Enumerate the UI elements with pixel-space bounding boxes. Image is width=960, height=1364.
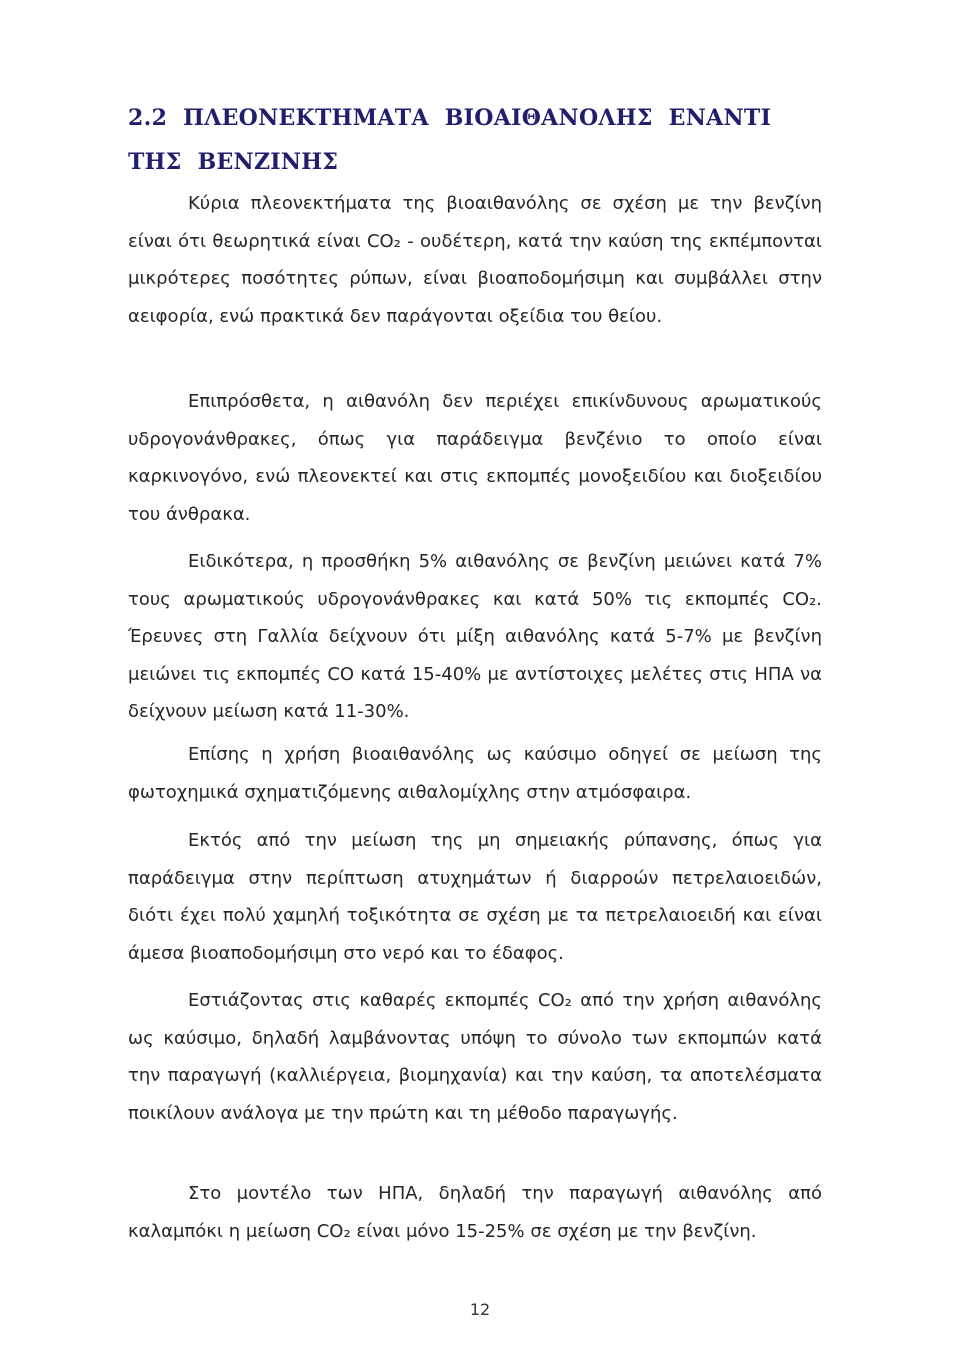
- paragraph-pollution: Εκτός από την μείωση της μη σημειακής ρύπανσης, όπως για παράδειγμα στην περίπτωση ατυχημάτων ή διαρροών πετρελαιοειδών, διότι έχει πολύ χαμηλή τοξικότητα σε σχέση με τα πετρελαιοειδή και είναι άμεσα βιοαποδομήσιμη στο νερό και το έδαφος.: [128, 830, 822, 964]
- paragraph-smog: Επίσης η χρήση βιοαιθανόλης ως καύσιμο οδηγεί σε μείωση της φωτοχημικά σχηματιζόμενης αιθαλομίχλης στην ατμόσφαιρα.: [128, 744, 822, 803]
- paragraph-net-emissions: Εστιάζοντας στις καθαρές εκπομπές CO₂ από την χρήση αιθανόλης ως καύσιμο, δηλαδή λαμβάνοντας υπόψη το σύνολο των εκπομπών κατά την παραγωγή (καλλιέργεια, βιομηχανία) και την καύση, τα αποτελέσματα ποικίλουν ανάλογα με την πρώτη και τη μέθοδο παραγωγής.: [128, 990, 822, 1124]
- paragraph-advantages: Κύρια πλεονεκτήματα της βιοαιθανόλης σε σχέση με την βενζίνη είναι ότι θεωρητικά είναι CO₂ - ουδέτερη, κατά την καύση της εκπέμπονται μικρότερες ποσότητες ρύπων, είναι βιοαποδομήσιμη και συμβάλλει στην αειφορία, ενώ πρακτικά δεν παράγονται οξείδια του θείου.: [128, 193, 822, 327]
- paragraph-emissions: Ειδικότερα, η προσθήκη 5% αιθανόλης σε βενζίνη μειώνει κατά 7% τους αρωματικούς υδρογονάνθρακες και κατά 50% τις εκπομπές CO₂. Έρευνες στη Γαλλία δείχνουν ότι μίξη αιθανόλης κατά 5-7% με βενζίνη μειώνει τις εκπομπές CO κατά 15-40% με αντίστοιχες μελέτες στις ΗΠΑ να δείχνουν μείωση κατά 11-30%.: [128, 551, 822, 722]
- paragraph-usa-model: Στο μοντέλο των ΗΠΑ, δηλαδή την παραγωγή αιθανόλης από καλαμπόκι η μείωση CO₂ είναι μόνο 15-25% σε σχέση με την βενζίνη.: [128, 1183, 822, 1242]
- paragraph-aromatics: Επιπρόσθετα, η αιθανόλη δεν περιέχει επικίνδυνους αρωματικούς υδρογονάνθρακες, όπως για παράδειγμα βενζένιο το οποίο είναι καρκινογόνο, ενώ πλεονεκτεί και στις εκπομπές μονοξειδίου και διοξειδίου του άνθρακα.: [128, 391, 822, 525]
- page-number: 12: [469, 1300, 491, 1319]
- section-heading: 2.2 ΠΛΕΟΝΕΚΤΗΜΑΤΑ ΒΙΟΑΙΘΑΝΟΛΗΣ ΕΝΑΝΤΙ ΤΗΣ ΒΕΝΖΙΝΗΣ: [128, 105, 772, 175]
